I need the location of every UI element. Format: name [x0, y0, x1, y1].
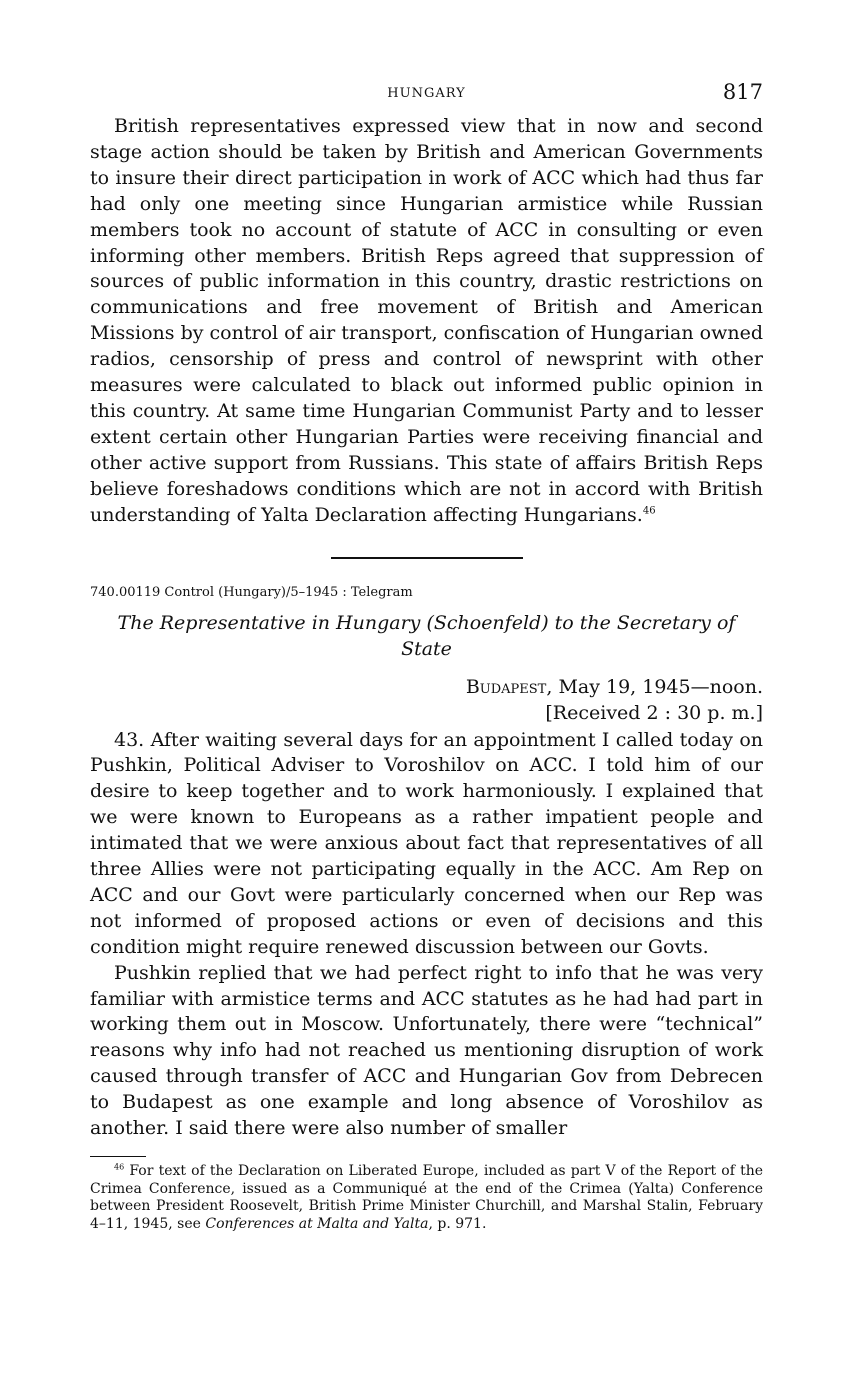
paragraph-text: British representatives expressed view that in now and second stage action should be taken by British and American Governments to insure their direct participation in work of ACC which had thus far had only one meeting since Hungarian armistice while Russian members took no account of statute of ACC in consulting or even informing other members. British Reps agreed that suppression of sources of public information in this country, drastic restrictions on communications and free movement of British and American Missions by control of air transport, confiscation of Hungarian owned radios, censorship of press and control of newsprint with other measures were calculated to black out informed public opinion in this country. At same time Hungarian Communist Party and to lesser extent certain other Hungarian Parties were receiving financial and other active support from Russians. This state of affairs British Reps believe foreshadows conditions which are not in accord with British understanding of Yalta Declaration affecting Hungarians.: [90, 115, 763, 526]
footnote-italic-title: Conferences at Malta and Yalta: [205, 1215, 429, 1232]
running-title: HUNGARY: [387, 86, 466, 101]
footnote-page-ref: , p. 971.: [428, 1215, 487, 1232]
body-paragraph: [90, 114, 763, 529]
telegram-paragraph-1: 43. After waiting several days for an appointment I called today on Pushkin, Political Adviser to Voroshilov on ACC. I told him of our desire to keep together and to work harmoniously. I explained that we were known to Europeans as a rather impatient people and intimated that we were anxious about fact that representatives of all three Allies were not participating equally in the ACC. Am Rep on ACC and our Govt were particularly concerned when our Rep was not informed of proposed actions or even of decisions and this condition might require renewed discussion between our Govts.: [90, 728, 763, 958]
dateline: [90, 674, 763, 700]
running-head: [90, 80, 763, 114]
footnote: [90, 1163, 763, 1233]
page-number: 817: [722, 80, 763, 104]
dateline-date: , May 19, 1945—noon.: [546, 675, 763, 698]
footnote-text: For text of the Declaration on Liberated Europe, included as part V of the Report of the Crimea Conference, issued as a Communiqué at the end of the Crimea (Yalta) Conference between President Roosevelt, British Prime Minister Churchill, and Marshal Stalin, February 4–11, 1945, see: [90, 1163, 763, 1232]
section-divider: [331, 557, 523, 559]
received-time: [Received 2 : 30 p. m.]: [545, 701, 763, 724]
footnote-number: 46: [114, 1162, 125, 1172]
dateline-place: Budapest: [465, 675, 547, 698]
footnote-reference: 46: [642, 505, 656, 517]
page: [90, 80, 763, 1233]
document-title: The Representative in Hungary (Schoenfeld) to the Secretary of State: [117, 611, 736, 660]
telegram-paragraph-2: Pushkin replied that we had perfect right to info that he was very familiar with armistice terms and ACC statutes as he had had part in working them out in Moscow. Unfortunately, there were “technical” reasons why info had not reached us mentioning disruption of work caused through transfer of ACC and Hungarian Gov from Debrecen to Budapest as one example and long absence of Voroshilov as another. I said there were also number of smaller: [90, 961, 763, 1140]
document-reference: 740.00119 Control (Hungary)/5–1945 : Telegram: [90, 584, 413, 600]
footnote-divider: [90, 1156, 146, 1157]
